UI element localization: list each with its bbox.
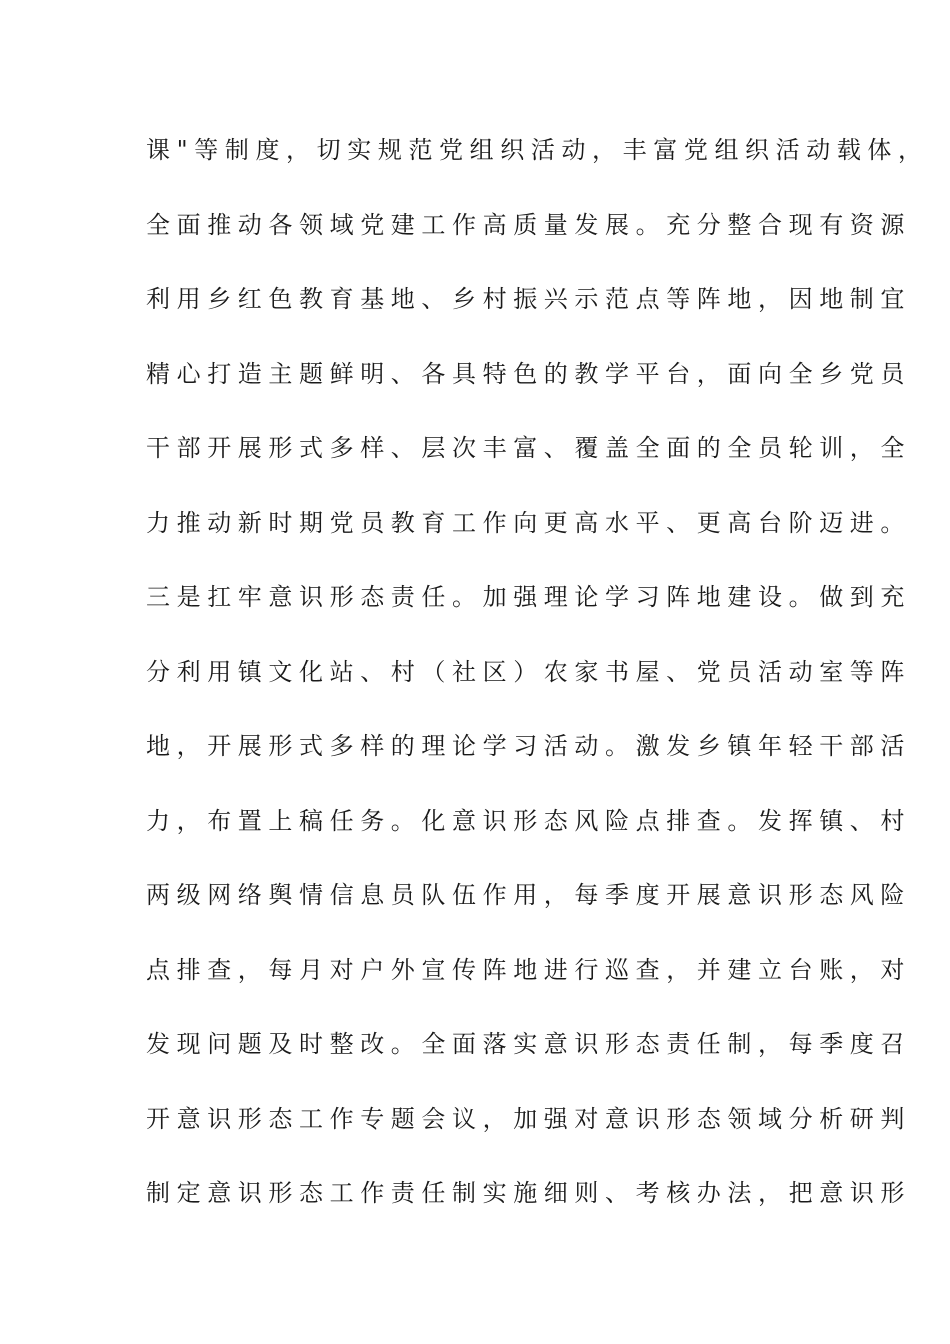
text-line: 精心打造主题鲜明、各具特色的教学平台，面向全乡党员 [146,359,911,388]
text-line: 课"等制度，切实规范党组织活动，丰富党组织活动载体， [146,136,929,164]
text-line: 两级网络舆情信息员队伍作用，每季度开展意识形态风险 [146,881,911,909]
text-line: 制定意识形态工作责任制实施细则、考核办法，把意识形 [146,1179,911,1207]
text-line: 三是扛牢意识形态责任。加强理论学习阵地建设。做到充 [146,583,911,611]
text-line: 分利用镇文化站、村（社区）农家书屋、党员活动室等阵 [146,657,911,686]
text-line: 力，布置上稿任务。化意识形态风险点排查。发挥镇、村 [146,806,911,835]
text-line: 力推动新时期党员教育工作向更高水平、更高台阶迈进。 [146,508,911,537]
text-line: 发现问题及时整改。全面落实意识形态责任制，每季度召 [146,1030,911,1058]
text-line: 利用乡红色教育基地、乡村振兴示范点等阵地，因地制宜 [146,285,911,313]
text-line: 干部开展形式多样、层次丰富、覆盖全面的全员轮训，全 [146,434,911,462]
text-line: 点排查，每月对户外宣传阵地进行巡查，并建立台账，对 [146,955,911,984]
text-line: 开意识形态工作专题会议，加强对意识形态领域分析研判 [146,1104,911,1133]
text-line: 全面推动各领域党建工作高质量发展。充分整合现有资源 [146,210,911,239]
body-text [146,124,929,1242]
text-line: 地，开展形式多样的理论学习活动。激发乡镇年轻干部活 [146,732,911,760]
